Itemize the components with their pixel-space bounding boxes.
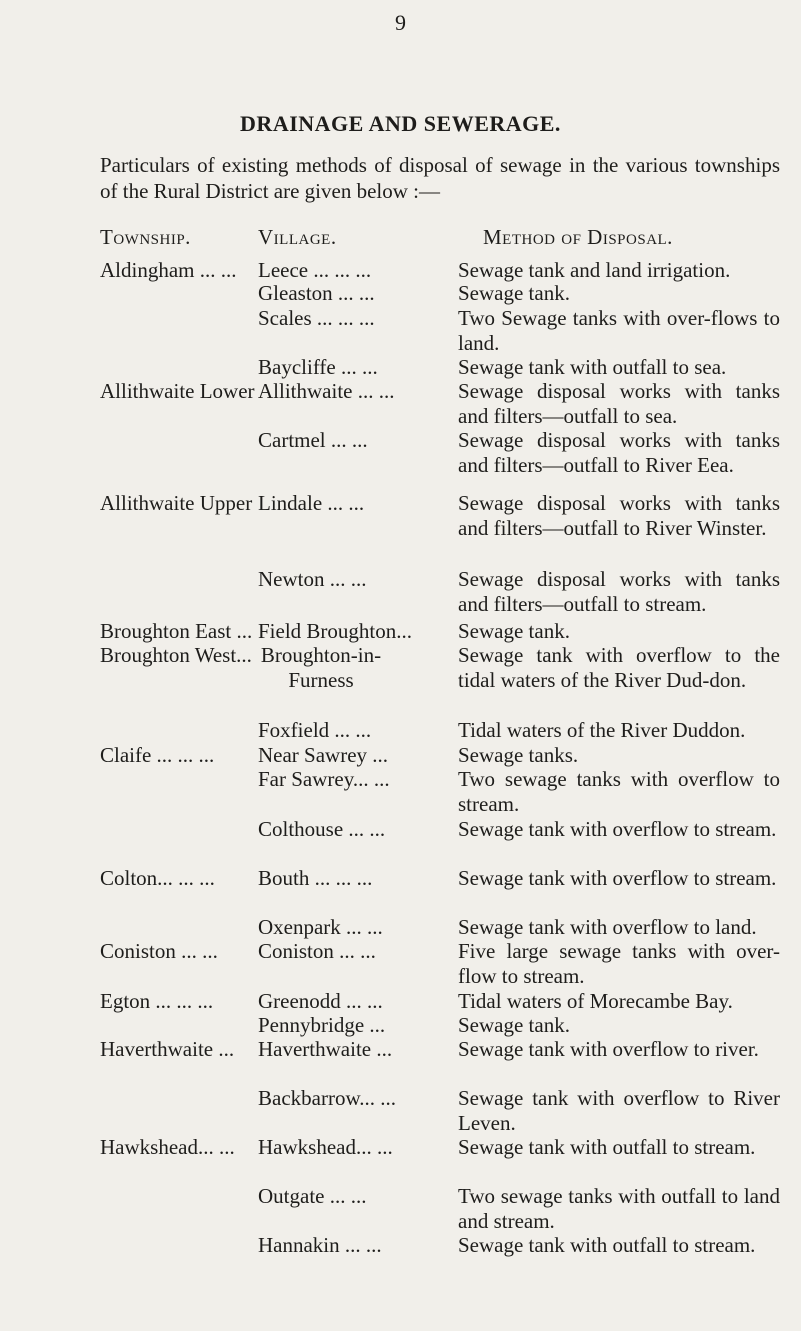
village-cell: Bouth ... ... ... <box>258 866 373 890</box>
method-cell: Sewage tank with overflow to land. <box>458 915 757 939</box>
village-cell: Field Broughton... <box>258 619 413 643</box>
township-cell: Aldingham ... ... <box>100 258 237 282</box>
column-header-village: Village. <box>258 225 337 249</box>
method-cell: Sewage tank and land irrigation. <box>458 258 731 282</box>
village-cell: Broughton-in- Furness <box>260 643 382 692</box>
method-cell: Sewage disposal works with tanks and filters—outfall to River Eea. <box>458 428 780 477</box>
column-header-method: Method of Disposal. <box>483 225 673 249</box>
method-cell: Sewage disposal works with tanks and filters—outfall to sea. <box>458 379 780 428</box>
village-cell: Pennybridge ... <box>258 1013 386 1037</box>
village-cell: Coniston ... ... <box>258 939 376 963</box>
village-cell: Hawkshead... ... <box>258 1135 393 1159</box>
township-cell: Hawkshead... ... <box>100 1135 235 1159</box>
village-cell: Near Sawrey ... <box>258 743 389 767</box>
township-cell: Broughton East ... <box>100 619 253 643</box>
method-cell: Sewage tank with overflow to stream. <box>458 866 777 890</box>
method-cell: Two sewage tanks with outfall to land and stream. <box>458 1184 780 1233</box>
method-cell: Two Sewage tanks with over-flows to land. <box>458 306 780 355</box>
method-cell: Tidal waters of Morecambe Bay. <box>458 989 733 1013</box>
method-cell: Sewage tank with overflow to River Leven. <box>458 1086 780 1135</box>
township-cell: Claife ... ... ... <box>100 743 215 767</box>
township-cell: Allithwaite Lower <box>100 379 255 403</box>
method-cell: Sewage disposal works with tanks and filters—outfall to River Winster. <box>458 491 780 540</box>
village-cell: Newton ... ... <box>258 567 367 591</box>
intro-paragraph: Particulars of existing methods of disposal of sewage in the various townships of the Rural District are given below :— <box>100 153 780 203</box>
method-cell: Sewage tank with overflow to stream. <box>458 817 777 841</box>
township-cell: Broughton West... <box>100 643 252 667</box>
township-cell: Coniston ... ... <box>100 939 218 963</box>
village-cell: Oxenpark ... ... <box>258 915 383 939</box>
village-cell: Allithwaite ... ... <box>258 379 395 403</box>
column-header-township: Township. <box>100 225 191 249</box>
method-cell: Five large sewage tanks with over-flow to stream. <box>458 939 780 988</box>
village-cell: Cartmel ... ... <box>258 428 368 452</box>
method-cell: Sewage tank with outfall to stream. <box>458 1233 756 1257</box>
method-cell: Sewage tank. <box>458 619 570 643</box>
township-cell: Haverthwaite ... <box>100 1037 235 1061</box>
method-cell: Sewage disposal works with tanks and filters—outfall to stream. <box>458 567 780 616</box>
village-cell: Hannakin ... ... <box>258 1233 382 1257</box>
township-cell: Allithwaite Upper <box>100 491 253 515</box>
village-cell: Haverthwaite ... <box>258 1037 393 1061</box>
village-cell: Colthouse ... ... <box>258 817 386 841</box>
township-cell: Egton ... ... ... <box>100 989 214 1013</box>
township-cell: Colton... ... ... <box>100 866 215 890</box>
method-cell: Tidal waters of the River Duddon. <box>458 718 746 742</box>
village-cell: Foxfield ... ... <box>258 718 372 742</box>
page-number: 9 <box>395 10 406 35</box>
village-cell: Leece ... ... ... <box>258 258 372 282</box>
village-cell: Far Sawrey... ... <box>258 767 390 791</box>
method-cell: Sewage tank with overflow to the tidal waters of the River Dud-don. <box>458 643 780 692</box>
page-title: DRAINAGE AND SEWERAGE. <box>240 111 561 136</box>
village-cell: Baycliffe ... ... <box>258 355 378 379</box>
method-cell: Sewage tank. <box>458 281 570 305</box>
village-cell: Backbarrow... ... <box>258 1086 397 1110</box>
village-cell: Scales ... ... ... <box>258 306 375 330</box>
method-cell: Sewage tank with outfall to sea. <box>458 355 727 379</box>
method-cell: Sewage tank with overflow to river. <box>458 1037 759 1061</box>
method-cell: Sewage tank with outfall to stream. <box>458 1135 756 1159</box>
method-cell: Sewage tank. <box>458 1013 570 1037</box>
village-cell: Outgate ... ... <box>258 1184 367 1208</box>
method-cell: Two sewage tanks with overflow to stream. <box>458 767 780 816</box>
village-cell: Lindale ... ... <box>258 491 365 515</box>
village-cell: Greenodd ... ... <box>258 989 383 1013</box>
village-cell: Gleaston ... ... <box>258 281 375 305</box>
method-cell: Sewage tanks. <box>458 743 579 767</box>
